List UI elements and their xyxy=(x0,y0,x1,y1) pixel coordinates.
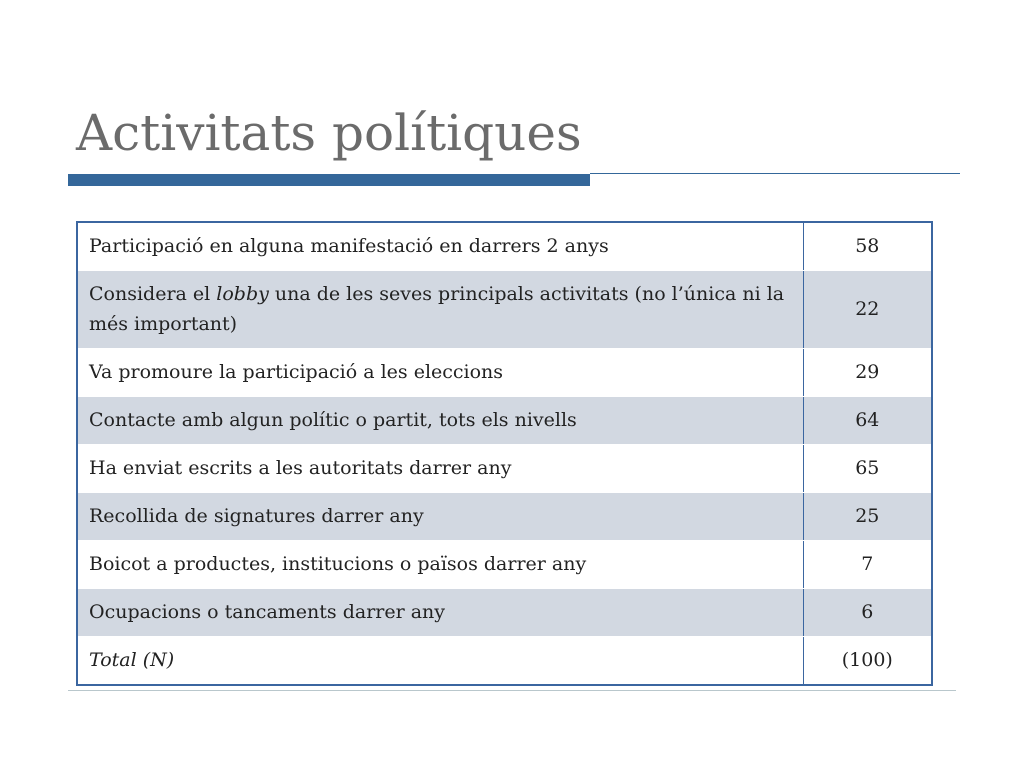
row-value: 25 xyxy=(803,493,932,541)
row-label: Ocupacions o tancaments darrer any xyxy=(77,589,803,637)
row-label-part: Considera el xyxy=(89,283,217,305)
row-value: 58 xyxy=(803,222,932,271)
row-value: 6 xyxy=(803,589,932,637)
row-label: Va promoure la participació a les eleccions xyxy=(77,349,803,397)
row-value: 64 xyxy=(803,397,932,445)
row-value: 7 xyxy=(803,541,932,589)
row-label-part: una de les seves principals activitats (no l’única ni la més important) xyxy=(89,283,785,335)
row-label-italic: lobby xyxy=(216,283,269,305)
row-label: Boicot a productes, institucions o països darrer any xyxy=(77,541,803,589)
table-row xyxy=(77,445,932,493)
table-row xyxy=(77,541,932,589)
activities-table xyxy=(76,221,933,686)
table-row xyxy=(77,271,932,349)
slide-title: Activitats polítiques xyxy=(76,104,582,162)
title-underline-thin xyxy=(590,173,960,174)
total-label: Total (N) xyxy=(77,637,803,686)
table-row xyxy=(77,493,932,541)
table-total-row xyxy=(77,637,932,686)
row-value: 29 xyxy=(803,349,932,397)
row-value: 22 xyxy=(803,271,932,349)
row-value: 65 xyxy=(803,445,932,493)
row-label xyxy=(77,271,803,349)
table-row xyxy=(77,589,932,637)
table-row xyxy=(77,349,932,397)
table-row xyxy=(77,222,932,271)
row-label: Contacte amb algun polític o partit, tots els nivells xyxy=(77,397,803,445)
title-underline-thick xyxy=(68,174,590,186)
footer-divider xyxy=(68,690,956,691)
row-label: Participació en alguna manifestació en darrers 2 anys xyxy=(77,222,803,271)
table-row xyxy=(77,397,932,445)
row-label: Recollida de signatures darrer any xyxy=(77,493,803,541)
total-value: (100) xyxy=(803,637,932,686)
row-label: Ha enviat escrits a les autoritats darrer any xyxy=(77,445,803,493)
